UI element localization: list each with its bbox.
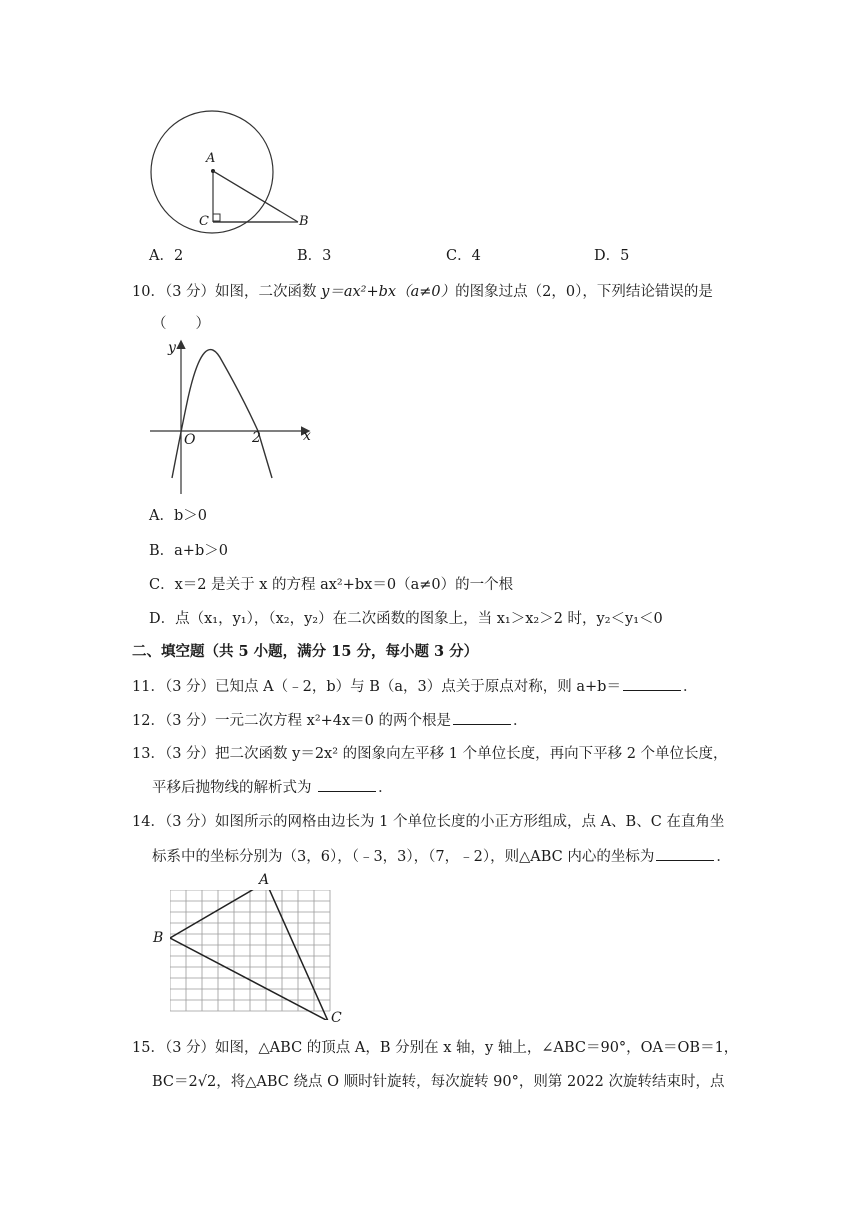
section-heading: 二、填空题（共 5 小题，满分 15 分，每小题 3 分） [132, 643, 479, 660]
q10-number: 10． [132, 284, 165, 300]
q10-figure [148, 338, 318, 498]
q14-line1: 14．（3 分）如图所示的网格由边长为 1 个单位长度的小正方形组成，点 A、B、C 在直角坐 [132, 814, 725, 830]
q10-stem [132, 282, 713, 302]
q14-label-b: B [153, 930, 164, 946]
q10-option-a: A．b＞0 [149, 508, 207, 524]
q14-label-a: A [259, 872, 270, 888]
q9-label-a: A [206, 151, 216, 166]
q12-text: 12．（3 分）一元二次方程 x²+4x＝0 的两个根是 [132, 713, 452, 729]
q14-line2 [152, 846, 731, 867]
q15-line2: BC＝2√2，将△ABC 绕点 O 顺时针旋转，每次旋转 90°，则第 2022 次旋转结束时，点 [152, 1074, 725, 1090]
q14-answer-blank[interactable] [656, 846, 714, 861]
q10-option-b: B．a+b＞0 [149, 543, 228, 559]
q9-label-b: B [299, 214, 309, 229]
q14-triangle-abc [170, 890, 328, 1020]
q13-text: 平移后抛物线的解析式为 [152, 780, 317, 796]
q10-parabola [172, 350, 272, 478]
q10-text-a: 如图，二次函数 [215, 284, 322, 300]
q9-option-a: A．2 [149, 248, 184, 264]
q10-option-c: C．x＝2 是关于 x 的方程 ax²+bx＝0（a≠0）的一个根 [149, 577, 514, 593]
q11-answer-blank[interactable] [623, 676, 681, 691]
q13-line2 [152, 777, 393, 798]
q15-line1: 15．（3 分）如图，△ABC 的顶点 A，B 分别在 x 轴，y 轴上，∠ABC＝90°，OA＝OB＝1， [132, 1040, 739, 1056]
q10-origin-label: O [184, 432, 196, 448]
q10-x-label: x [303, 428, 311, 444]
q14-end: ． [716, 849, 731, 865]
q14-text: 标系中的坐标分别为（3，6），（﹣3，3），（7，﹣2），则△ABC 内心的坐标为 [152, 849, 655, 865]
q10-option-d: D．点（x₁，y₁），（x₂，y₂）在二次函数的图象上，当 x₁＞x₂＞2 时，y₂＜y₁＜0 [149, 611, 663, 627]
q14-figure [170, 890, 340, 1020]
q10-answer-paren: （ ） [152, 316, 210, 332]
q9-label-c: C [199, 214, 209, 229]
q9-option-c: C．4 [446, 248, 481, 264]
q14-label-c: C [331, 1010, 342, 1026]
q12-end: ． [513, 713, 528, 729]
q11-end: ． [682, 679, 698, 695]
q10-tick-2: 2 [252, 430, 261, 446]
q9-option-b: B．3 [297, 248, 332, 264]
q12 [132, 710, 528, 731]
q12-answer-blank[interactable] [453, 710, 511, 725]
q9-option-d: D．5 [594, 248, 630, 264]
q13-line1: 13．（3 分）把二次函数 y＝2x² 的图象向左平移 1 个单位长度，再向下平移 2 个单位长度， [132, 746, 728, 762]
q10-formula: y＝ax²+bx（a≠0） [321, 284, 456, 300]
q10-y-label: y [168, 340, 176, 356]
q10-score: （3 分） [164, 284, 216, 300]
q13-end: ． [378, 780, 393, 796]
q11 [132, 676, 697, 697]
q13-answer-blank[interactable] [318, 777, 376, 792]
q10-text-b: 的图象过点（2，0），下列结论错误的是 [455, 284, 713, 300]
q11-text: 11．（3 分）已知点 A（﹣2，b）与 B（a，3）点关于原点对称，则 a+b＝ [132, 679, 621, 695]
